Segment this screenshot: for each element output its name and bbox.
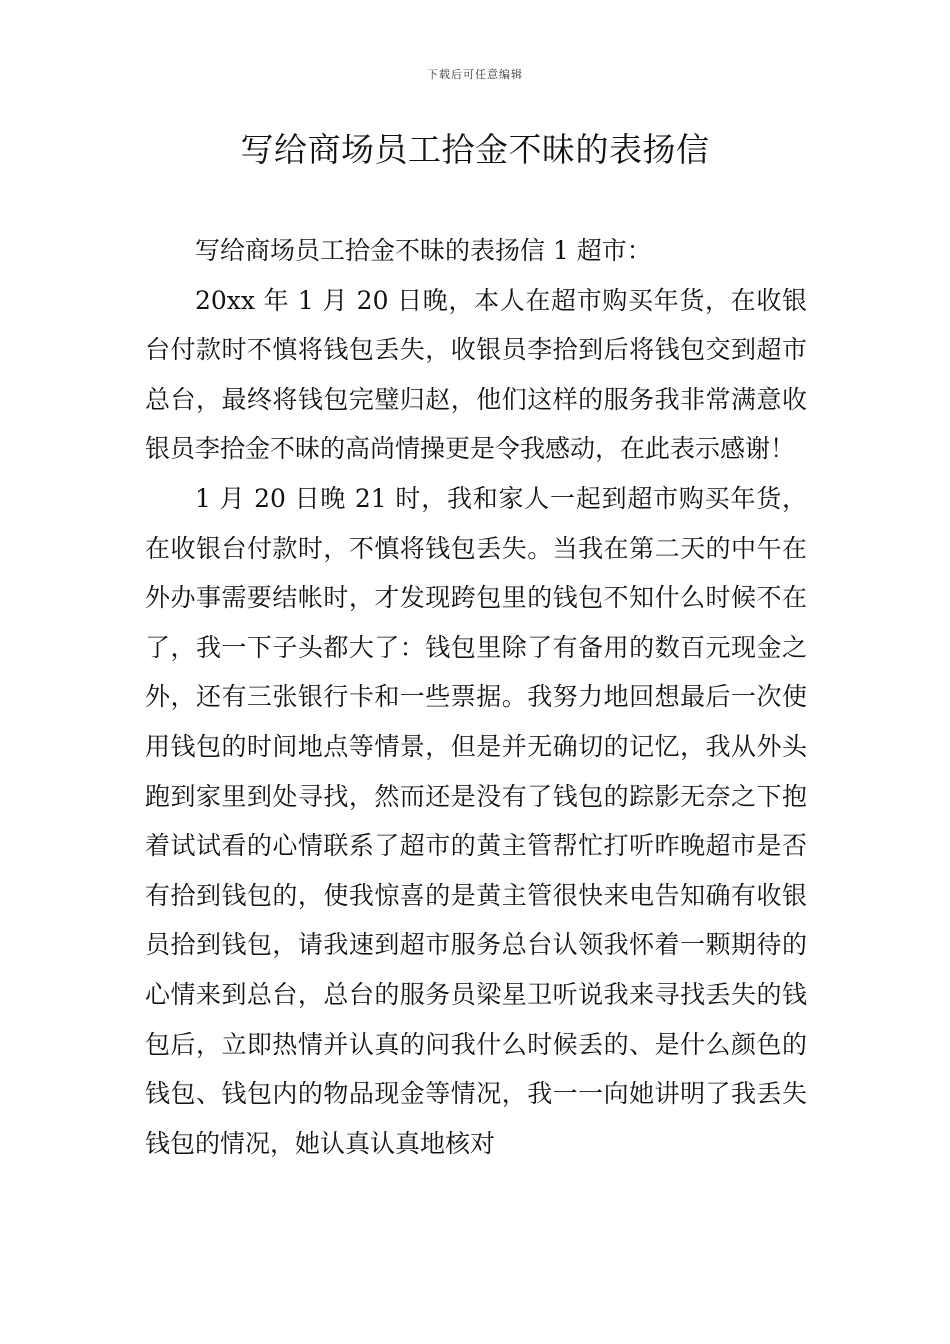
header-note: 下载后可任意编辑 — [427, 68, 523, 81]
paragraph-salutation: 写给商场员工拾金不昧的表扬信 1 超市： — [195, 236, 652, 265]
paragraph-2: 1 月 20 日晚 21 时，我和家人一起到超市购买年货，在收银台付款时，不慎将钱包丢失。当我在第二天的中午在外办事需要结帐时，才发现跨包里的钱包不知什么时候不在了，我一下子头都大了：钱包里除了有备用的数百元现金之外，还有三张银行卡和一些票据。我努力地回想最后一次使用钱包的时间地点等情景，但是并无确切的记忆，我从外头跑到家里到处寻找，然而还是没有了钱包的踪影无奈之下抱着试试看的心情联系了超市的黄主管帮忙打听昨晚超市是否有拾到钱包的，使我惊喜的是黄主管很快来电告知确有收银员拾到钱包，请我速到超市服务总台认领我怀着一颗期待的心情来到总台，总台的服务员梁星卫听说我来寻找丢失的钱包后，立即热情并认真的问我什么时候丢的、是什么颜色的钱包、钱包内的物品现金等情况，我一一向她讲明了我丢失钱包的情况，她认真认真地核对 — [145, 483, 807, 1158]
letter-body — [145, 226, 807, 1168]
paragraph-1: 20xx 年 1 月 20 日晚，本人在超市购买年货，在收银台付款时不慎将钱包丢失，收银员李拾到后将钱包交到超市总台，最终将钱包完璧归赵，他们这样的服务我非常满意收银员李拾金不昧的高尚情操更是令我感动，在此表示感谢！ — [145, 285, 807, 464]
page-title: 写给商场员工拾金不昧的表扬信 — [240, 130, 710, 169]
